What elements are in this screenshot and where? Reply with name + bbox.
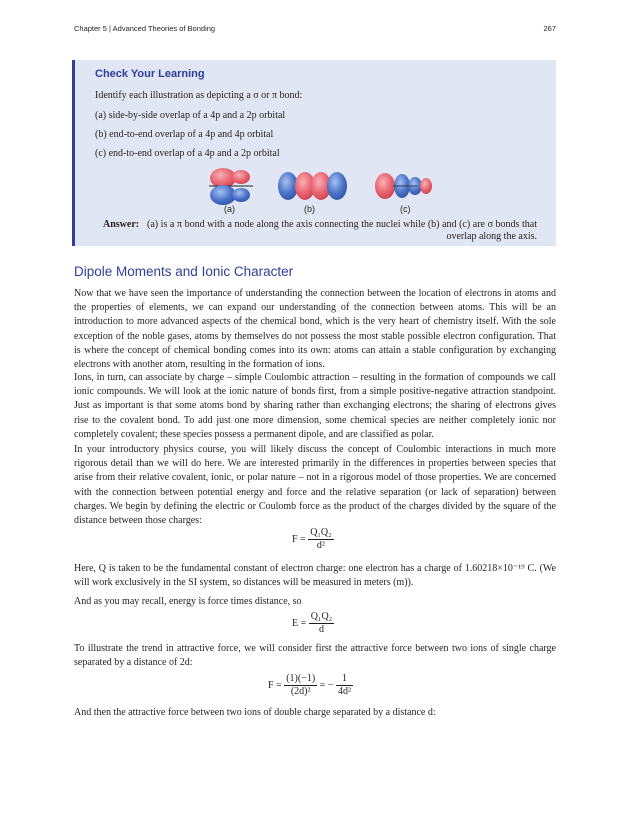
single-lhs: F = <box>268 679 282 691</box>
single-denominator: (2d)² <box>290 686 311 697</box>
check-item-a: (a) side-by-side overlap of a 4p and a 2p orbital <box>95 110 286 121</box>
paragraph-6: To illustrate the trend in attractive force, we will consider first the attractive force between two ions of single charge separated by a distance of 2d: <box>74 643 556 669</box>
caption-a: (a) <box>224 204 235 214</box>
sigma-bond-4p-4p-illustration <box>278 172 347 200</box>
caption-c: (c) <box>400 204 411 214</box>
answer-text: (a) is a π bond with a node along the axis connecting the nuclei while (b) and (c) are σ bonds that overlap along the axis. <box>147 219 537 242</box>
energy-numerator: Q₁Q₂ <box>310 611 333 622</box>
paragraph-5: And as you may recall, energy is force times distance, so <box>74 596 302 607</box>
paragraph-3: In your introductory physics course, you will likely discuss the concept of Coulombic interactions in much more rigorous detail than we will do here. We are interested primarily in the differences in properties between species that arise from their relative covalent, ionic, or polar nature – not in a rigorous model of those properties. We are concerned with the connection between potential energy and force and the relative separation (or lack of separation) between charges. We begin by defining the electric or Coulomb force as the product of the charges divided by the square of the distance between those charges: <box>74 444 556 527</box>
check-item-c: (c) end-to-end overlap of a 4p and a 2p orbital <box>95 148 280 159</box>
page-number: 267 <box>543 24 556 33</box>
single-middle: = − <box>319 679 334 691</box>
single-charge-force-equation <box>268 673 353 698</box>
paragraph-7: And then the attractive force between two ions of double charge separated by a distance d: <box>74 707 436 718</box>
running-header-chapter: Chapter 5 | Advanced Theories of Bonding <box>74 24 216 33</box>
pi-bond-illustration <box>209 168 253 205</box>
energy-lhs: E = <box>292 617 307 629</box>
energy-equation <box>292 611 334 636</box>
paragraph-2: Ions, in turn, can associate by charge – simple Coulombic attraction – resulting in the formation of compounds we call ionic compounds. We will look at the ionic nature of bonds first, from a simple positive-negative attraction standpoint. Just as important is that some atoms bond by sharing rather than exchanging electrons; the sharing of electrons gives rise to the covalent bond. To add just one more dimension, some chemical species are neither completely ionic nor completely covalent; these species possess a permanent dipole, and are classified as polar. <box>74 372 556 440</box>
section-title: Dipole Moments and Ionic Character <box>74 264 294 279</box>
single-numerator: (1)(−1) <box>286 673 316 684</box>
paragraph-1: Now that we have seen the importance of understanding the connection between the location of electrons in atoms and the properties of elements, we can expand our understanding of the connection between atoms. This will be an introduction to more advanced aspects of the chemical bond, which is the very heart of chemistry itself. With the sole exception of the noble gases, atoms by themselves do not possess the most stable possible electron configuration. That is where the concept of chemical bonding comes into its own: atoms can attain a stable configuration by exchanging electrons with another atom, resulting in the formation of ions. <box>74 288 556 371</box>
answer-label: Answer: <box>103 219 140 230</box>
energy-denominator: d <box>318 624 324 635</box>
force-lhs: F = <box>292 533 306 545</box>
check-your-learning-box <box>72 60 556 246</box>
orbital-overlap-illustrations <box>75 165 559 221</box>
force-numerator: Q₁Q₂ <box>310 527 332 538</box>
check-prompt: Identify each illustration as depicting a σ or π bond: <box>95 90 303 101</box>
paragraph-4: Here, Q is taken to be the fundamental constant of electron charge: one electron has a charge of 1.60218×10⁻¹⁹ C. (We will work exclusively in the SI system, so distances will be measured in meters (m)). <box>74 563 556 589</box>
check-item-b: (b) end-to-end overlap of a 4p and 4p orbital <box>95 129 274 140</box>
single-denominator-2: 4d² <box>337 686 351 697</box>
force-denominator: d² <box>316 540 325 551</box>
coulomb-force-equation <box>292 527 334 552</box>
caption-b: (b) <box>304 204 315 214</box>
sigma-bond-4p-2p-illustration <box>375 173 432 199</box>
check-your-learning-title: Check Your Learning <box>95 68 205 80</box>
single-numerator-2: 1 <box>336 673 353 686</box>
